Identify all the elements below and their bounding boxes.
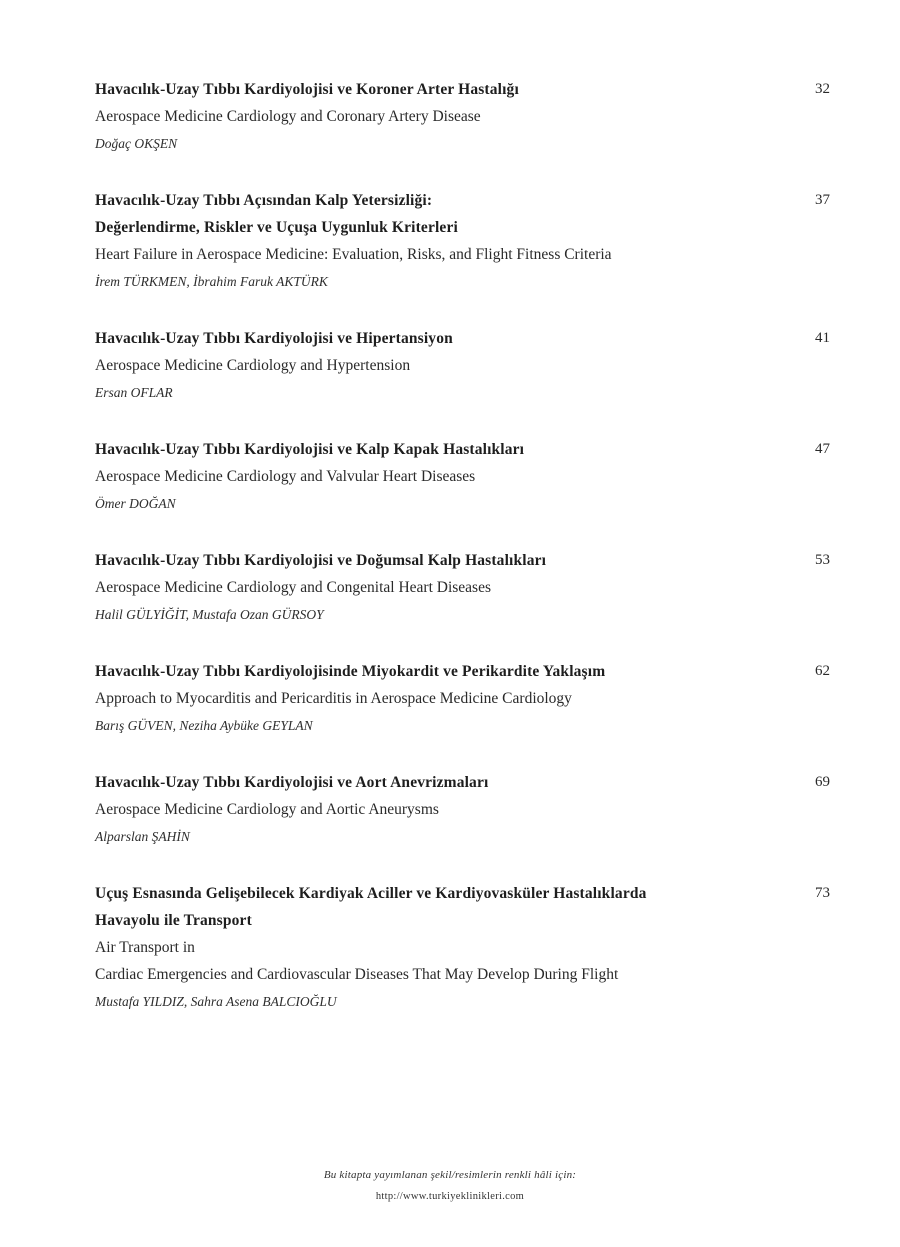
entry-text: [95, 436, 770, 517]
entry-subtitle-line: Aerospace Medicine Cardiology and Aortic Aneurysms: [95, 801, 439, 818]
entry-title-english: [95, 463, 770, 490]
entry-page-number: 73: [815, 885, 830, 901]
entry-page-number: 41: [815, 330, 830, 346]
entry-title-english: [95, 241, 770, 268]
entry-subtitle-line: Aerospace Medicine Cardiology and Congenital Heart Diseases: [95, 579, 491, 596]
entry-subtitle-line: Aerospace Medicine Cardiology and Valvular Heart Diseases: [95, 468, 476, 485]
entry-subtitle-line: Cardiac Emergencies and Cardiovascular Diseases That May Develop During Flight: [95, 966, 619, 983]
entry-page-number: 53: [815, 552, 830, 568]
entry-title-english: [95, 103, 770, 130]
toc-entry: [95, 880, 830, 1015]
entry-text: [95, 880, 770, 1015]
entry-text: [95, 187, 770, 295]
entry-title-line: Uçuş Esnasında Gelişebilecek Kardiyak Aciller ve Kardiyovasküler Hastalıklarda: [95, 885, 647, 902]
entry-title-turkish: [95, 187, 770, 241]
entry-title-turkish: [95, 658, 770, 685]
toc-entry: [95, 76, 830, 157]
toc-entry: [95, 325, 830, 406]
entry-authors: Mustafa YILDIZ, Sahra Asena BALCIOĞLU: [95, 994, 337, 1009]
entry-text: [95, 76, 770, 157]
entry-title-line: Havacılık-Uzay Tıbbı Kardiyolojisi ve Kalp Kapak Hastalıkları: [95, 441, 525, 458]
entry-title-line: Havacılık-Uzay Tıbbı Kardiyolojisi ve Aort Anevrizmaları: [95, 774, 489, 791]
entry-page-number: 47: [815, 441, 830, 457]
entry-authors: Halil GÜLYİĞİT, Mustafa Ozan GÜRSOY: [95, 607, 324, 622]
entry-authors: İrem TÜRKMEN, İbrahim Faruk AKTÜRK: [95, 274, 328, 289]
entry-text: [95, 325, 770, 406]
entry-authors: Barış GÜVEN, Neziha Aybüke GEYLAN: [95, 718, 313, 733]
entry-page-number: 32: [815, 81, 830, 97]
entry-title-line: Havacılık-Uzay Tıbbı Kardiyolojisinde Miyokardit ve Perikardite Yaklaşım: [95, 663, 606, 680]
entry-title-line: Havacılık-Uzay Tıbbı Kardiyolojisi ve Koroner Arter Hastalığı: [95, 81, 519, 98]
entry-page-number: 69: [815, 774, 830, 790]
footer-color-note: Bu kitapta yayımlanan şekil/resimlerin renkli hâli için:: [323, 1169, 577, 1181]
toc-entry: [95, 436, 830, 517]
entry-title-english: [95, 352, 770, 379]
entry-title-line: Değerlendirme, Riskler ve Uçuşa Uygunluk Kriterleri: [95, 219, 458, 236]
entry-title-line: Havacılık-Uzay Tıbbı Açısından Kalp Yetersizliği:: [95, 192, 433, 209]
toc-entries: [95, 76, 830, 1045]
entry-title-turkish: [95, 325, 770, 352]
entry-text: [95, 658, 770, 739]
entry-title-english: [95, 934, 770, 988]
entry-authors: Alparslan ŞAHİN: [95, 829, 190, 844]
entry-title-english: [95, 685, 770, 712]
entry-subtitle-line: Air Transport in: [95, 939, 195, 956]
entry-subtitle-line: Aerospace Medicine Cardiology and Coronary Artery Disease: [95, 108, 481, 125]
entry-authors: Ömer DOĞAN: [95, 496, 176, 511]
entry-page-number: 37: [815, 192, 830, 208]
toc-entry: [95, 769, 830, 850]
entry-title-turkish: [95, 880, 770, 934]
entry-title-turkish: [95, 769, 770, 796]
entry-subtitle-line: Aerospace Medicine Cardiology and Hypertension: [95, 357, 411, 374]
entry-authors: Doğaç OKŞEN: [95, 136, 178, 151]
entry-authors: Ersan OFLAR: [95, 385, 173, 400]
entry-title-turkish: [95, 547, 770, 574]
page-footer: [0, 1165, 900, 1207]
toc-entry: [95, 187, 830, 295]
entry-title-line: Havacılık-Uzay Tıbbı Kardiyolojisi ve Doğumsal Kalp Hastalıkları: [95, 552, 547, 569]
entry-subtitle-line: Heart Failure in Aerospace Medicine: Evaluation, Risks, and Flight Fitness Criteria: [95, 246, 612, 263]
entry-text: [95, 547, 770, 628]
entry-text: [95, 769, 770, 850]
footer-website-url: http://www.turkiyeklinikleri.com: [375, 1191, 525, 1202]
entry-title-turkish: [95, 76, 770, 103]
toc-entry: [95, 547, 830, 628]
entry-title-turkish: [95, 436, 770, 463]
entry-title-line: Havayolu ile Transport: [95, 912, 252, 929]
entry-page-number: 62: [815, 663, 830, 679]
entry-title-english: [95, 796, 770, 823]
toc-entry: [95, 658, 830, 739]
entry-title-english: [95, 574, 770, 601]
entry-title-line: Havacılık-Uzay Tıbbı Kardiyolojisi ve Hipertansiyon: [95, 330, 453, 347]
entry-subtitle-line: Approach to Myocarditis and Pericarditis in Aerospace Medicine Cardiology: [95, 690, 572, 707]
